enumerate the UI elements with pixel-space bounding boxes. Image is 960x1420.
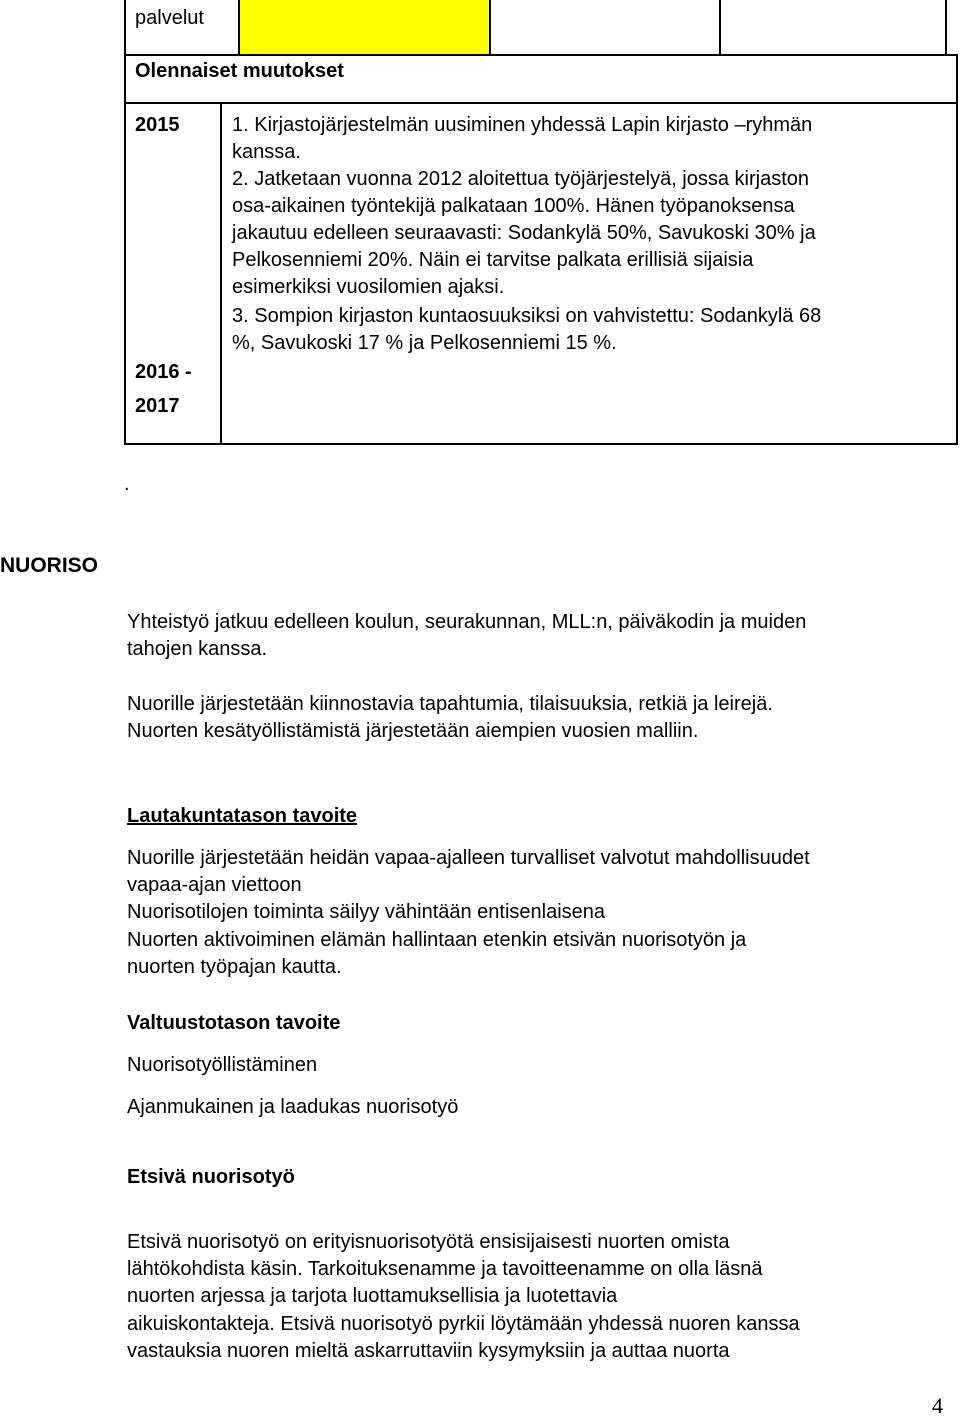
page-number: 4 bbox=[932, 1393, 943, 1418]
change-line: Pelkosenniemi 20%. Näin ei tarvitse palkata erillisiä sijaisia bbox=[232, 249, 754, 271]
text-line: Nuorille järjestetään heidän vapaa-ajalleen turvalliset valvotut mahdollisuudet bbox=[127, 847, 810, 869]
table-border bbox=[945, 0, 947, 54]
year-2016-line1: 2016 - bbox=[135, 361, 192, 383]
text-line: vapaa-ajan viettoon bbox=[127, 874, 302, 896]
change-line: 3. Sompion kirjaston kuntaosuuksiksi on vahvistettu: Sodankylä 68 bbox=[232, 305, 822, 327]
table-border bbox=[124, 0, 126, 445]
text-line: aikuiskontakteja. Etsivä nuorisotyö pyrkii löytämään yhdessä nuoren kanssa bbox=[127, 1313, 800, 1335]
text-line: Nuorten kesätyöllistämistä järjestetään aiempien vuosien malliin. bbox=[127, 720, 699, 742]
text-line: Etsivä nuorisotyö on erityisnuorisotyötä ensisijaisesti nuorten omista bbox=[127, 1231, 730, 1253]
table-border bbox=[124, 102, 958, 104]
highlight-cell bbox=[240, 0, 490, 54]
table-border bbox=[124, 54, 958, 56]
year-2016-line2: 2017 bbox=[135, 395, 180, 417]
valtuusto-heading: Valtuustotason tavoite bbox=[127, 1012, 341, 1034]
text-line: nuorten työpajan kautta. bbox=[127, 956, 342, 978]
text-line: Nuorten aktivoiminen elämän hallintaan etenkin etsivän nuorisotyön ja bbox=[127, 929, 747, 951]
table-border bbox=[124, 443, 958, 445]
text-line: Yhteistyö jatkuu edelleen koulun, seurakunnan, MLL:n, päiväkodin ja muiden bbox=[127, 611, 807, 633]
change-line: 2. Jatketaan vuonna 2012 aloitettua työjärjestelyä, jossa kirjaston bbox=[232, 168, 810, 190]
valtuusto-line-2: Ajanmukainen ja laadukas nuorisotyö bbox=[127, 1096, 459, 1118]
change-line: osa-aikainen työntekijä palkataan 100%. Hänen työpanoksensa bbox=[232, 195, 795, 217]
text-line: tahojen kanssa. bbox=[127, 638, 268, 660]
change-line: %, Savukoski 17 % ja Pelkosenniemi 15 %. bbox=[232, 332, 617, 354]
year-2015: 2015 bbox=[135, 114, 180, 136]
section-title: NUORISO bbox=[0, 554, 99, 577]
change-line: esimerkiksi vuosilomien ajaksi. bbox=[232, 276, 505, 298]
table-border bbox=[220, 102, 222, 445]
text-line: Nuorille järjestetään kiinnostavia tapahtumia, tilaisuuksia, retkiä ja leirejä. bbox=[127, 693, 773, 715]
table-border bbox=[489, 0, 491, 54]
etsiva-heading: Etsivä nuorisotyö bbox=[127, 1166, 295, 1188]
change-line: jakautuu edelleen seuraavasti: Sodankylä 50%, Savukoski 30% ja bbox=[232, 222, 816, 244]
top-row-label: palvelut bbox=[135, 7, 204, 29]
change-line: 1. Kirjastojärjestelmän uusiminen yhdessä Lapin kirjasto –ryhmän bbox=[232, 114, 813, 136]
section-header: Olennaiset muutokset bbox=[135, 60, 344, 82]
text-line: Nuorisotilojen toiminta säilyy vähintään entisenlaisena bbox=[127, 901, 606, 923]
text-line: nuorten arjessa ja tarjota luottamuksellisia ja luotettavia bbox=[127, 1285, 618, 1307]
text-line: vastauksia nuoren mieltä askarruttaviin kysymyksiin ja auttaa nuorta bbox=[127, 1340, 730, 1362]
lautakunta-heading: Lautakuntatason tavoite bbox=[127, 805, 358, 827]
stray-dot: . bbox=[124, 473, 130, 495]
change-line: kanssa. bbox=[232, 141, 301, 163]
table-border bbox=[956, 54, 958, 445]
table-border bbox=[719, 0, 721, 54]
valtuusto-line-1: Nuorisotyöllistäminen bbox=[127, 1054, 318, 1076]
text-line: lähtökohdista käsin. Tarkoituksenamme ja tavoitteenamme on olla läsnä bbox=[127, 1258, 763, 1280]
table-border bbox=[238, 0, 240, 54]
